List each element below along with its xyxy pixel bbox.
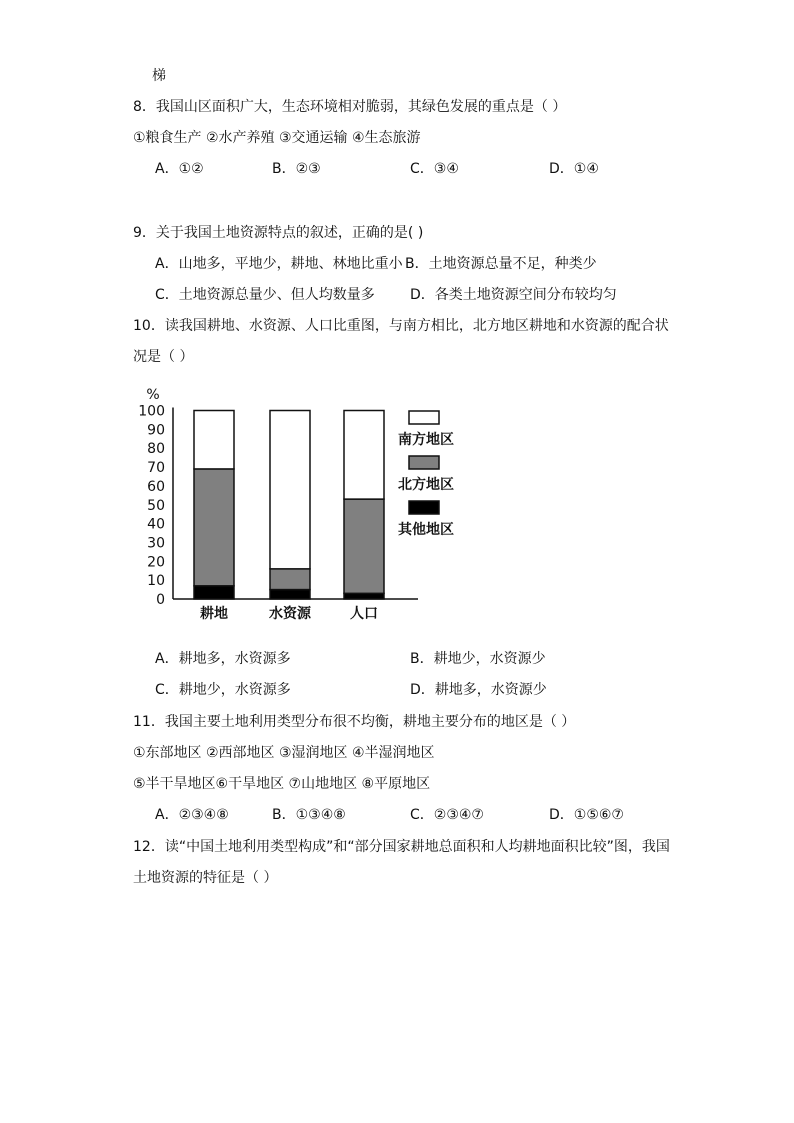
bar-segment	[194, 586, 234, 599]
text-line: 梯	[152, 68, 166, 84]
y-tick-label: 0	[156, 592, 165, 608]
x-tick-label: 耕地	[200, 606, 228, 622]
y-tick-label: 50	[147, 497, 165, 514]
q8-option-d[interactable]: D．①④	[549, 161, 599, 177]
q11-option-d[interactable]: D．①⑤⑥⑦	[549, 807, 624, 823]
y-tick-label: 10	[147, 573, 165, 590]
q10-option-a[interactable]: A．耕地多，水资源多	[155, 651, 291, 667]
legend-swatch	[409, 501, 439, 514]
legend-label: 南方地区	[398, 432, 454, 448]
q10-option-d[interactable]: D．耕地多，水资源少	[410, 682, 547, 698]
bar-segment	[344, 411, 384, 500]
legend-swatch	[409, 456, 439, 469]
q10-option-c[interactable]: C．耕地少，水资源多	[155, 682, 291, 698]
legend-label: 北方地区	[398, 477, 454, 493]
question-11: 11．我国主要土地利用类型分布很不均衡，耕地主要分布的地区是（ ）	[133, 714, 576, 730]
y-tick-label: 100	[138, 403, 165, 420]
q9-option-c[interactable]: C．土地资源总量少、但人均数量多	[155, 287, 375, 303]
question-12-cont: 土地资源的特征是（ ）	[133, 870, 278, 886]
q11-option-a[interactable]: A．②③④⑧	[155, 807, 229, 823]
question-11-items-2: ⑤半干旱地区⑥干旱地区 ⑦山地地区 ⑧平原地区	[133, 776, 431, 792]
y-tick-label: 20	[147, 554, 165, 571]
q8-option-c[interactable]: C．③④	[410, 161, 459, 177]
q11-option-b[interactable]: B．①③④⑧	[272, 807, 346, 823]
bar-segment	[270, 569, 310, 590]
bar-segment	[344, 499, 384, 593]
y-tick-label: 40	[147, 516, 165, 533]
q8-option-a[interactable]: A．①②	[155, 161, 204, 177]
y-tick-label: 90	[147, 422, 165, 439]
question-11-items-1: ①东部地区 ②西部地区 ③湿润地区 ④半湿润地区	[133, 745, 435, 761]
y-tick-label: 70	[147, 460, 165, 477]
q9-option-b[interactable]: B．土地资源总量不足，种类少	[405, 256, 597, 272]
y-tick-label: 80	[147, 441, 165, 458]
bar-chart	[130, 382, 470, 632]
y-tick-label: 60	[147, 478, 165, 495]
x-tick-label: 水资源	[269, 606, 311, 622]
q10-option-b[interactable]: B．耕地少，水资源少	[410, 651, 546, 667]
question-12: 12．读“中国土地利用类型构成”和“部分国家耕地总面积和人均耕地面积比较”图，我国	[133, 839, 670, 855]
bar-segment	[270, 590, 310, 599]
x-tick-label: 人口	[350, 606, 378, 622]
question-8-items: ①粮食生产 ②水产养殖 ③交通运输 ④生态旅游	[133, 130, 421, 146]
bar-segment	[194, 411, 234, 469]
legend-swatch	[409, 411, 439, 424]
y-tick-label: 30	[147, 535, 165, 552]
question-10-cont: 况是（ ）	[133, 349, 194, 365]
q11-option-c[interactable]: C．②③④⑦	[410, 807, 484, 823]
q8-option-b[interactable]: B．②③	[272, 161, 321, 177]
question-10: 10．读我国耕地、水资源、人口比重图，与南方相比，北方地区耕地和水资源的配合状	[133, 318, 669, 334]
q9-option-a[interactable]: A．山地多，平地少，耕地、林地比重小	[155, 256, 403, 272]
bar-segment	[270, 411, 310, 569]
bar-segment	[194, 469, 234, 586]
q9-option-d[interactable]: D．各类土地资源空间分布较均匀	[410, 287, 617, 303]
y-unit-label: %	[146, 387, 160, 403]
legend-label: 其他地区	[398, 522, 454, 538]
question-8: 8．我国山区面积广大，生态环境相对脆弱，其绿色发展的重点是（ ）	[133, 99, 567, 115]
bar-segment	[344, 593, 384, 599]
question-9: 9．关于我国土地资源特点的叙述，正确的是( )	[133, 225, 424, 241]
